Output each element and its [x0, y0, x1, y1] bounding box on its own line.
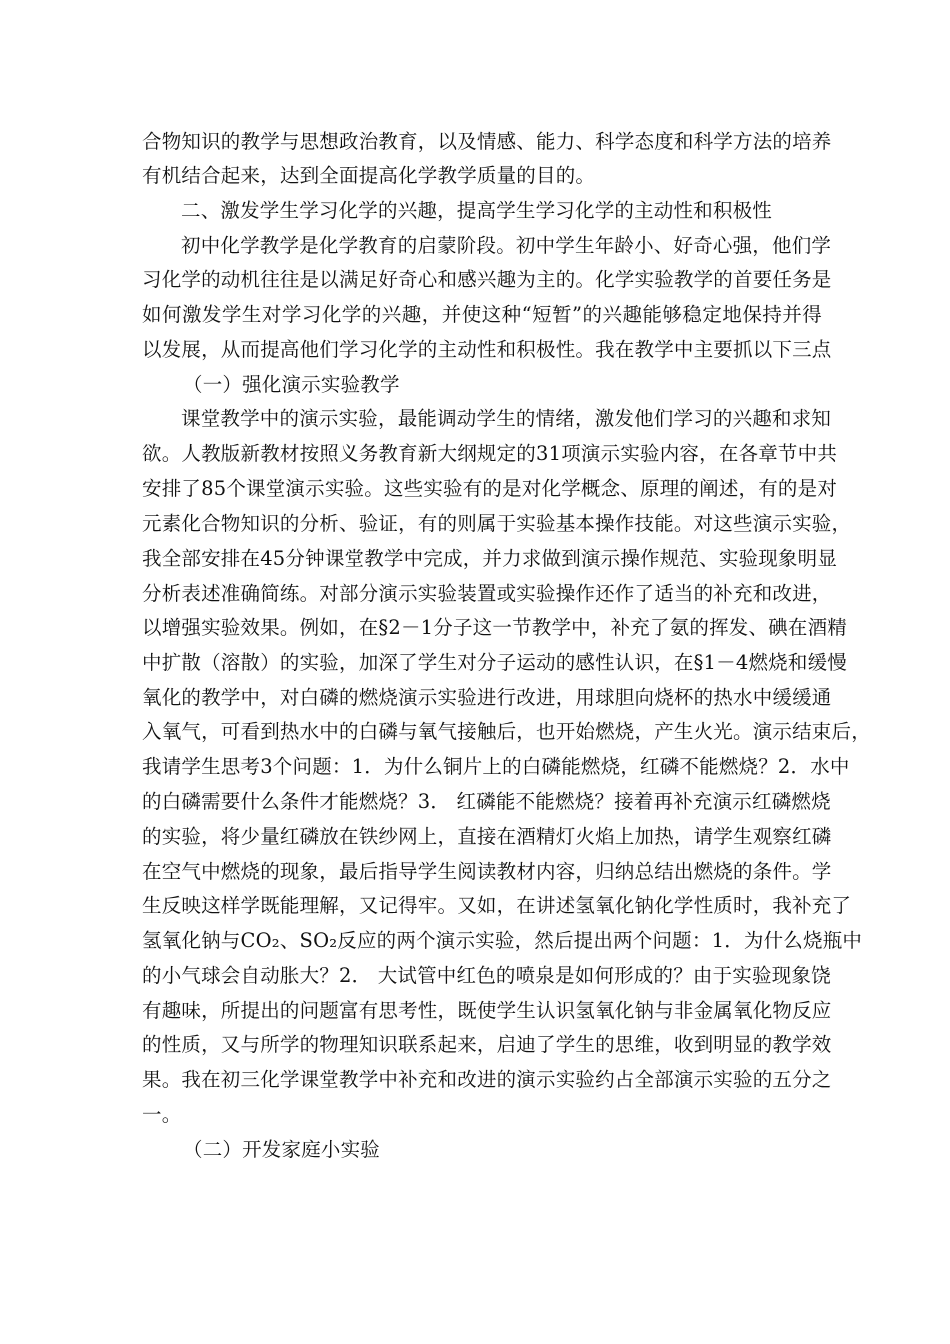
subsection-heading: （一）强化演示实验教学: [183, 373, 400, 396]
body-line: 欲。人教版新教材按照义务教育新大纲规定的31项演示实验内容，在各章节中共: [142, 442, 838, 465]
body-line: 初中化学教学是化学教育的启蒙阶段。初中学生年龄小、好奇心强，他们学: [181, 234, 832, 257]
body-line: 合物知识的教学与思想政治教育，以及情感、能力、科学态度和科学方法的培养: [142, 130, 832, 153]
section-heading: 二、激发学生学习化学的兴趣，提高学生学习化学的主动性和积极性: [181, 199, 773, 222]
body-line: 如何激发学生对学习化学的兴趣，并使这种“短暂”的兴趣能够稳定地保持并得: [142, 303, 822, 326]
body-line: 有趣味，所提出的问题富有思考性，既使学生认识氢氧化钠与非金属氧化物反应: [142, 999, 832, 1022]
body-line: 元素化合物知识的分析、验证，有的则属于实验基本操作技能。对这些演示实验，: [142, 512, 852, 535]
body-line: 在空气中燃烧的现象，最后指导学生阅读教材内容，归纳总结出燃烧的条件。学: [142, 860, 832, 883]
body-line: 氢氧化钠与CO₂、SO₂反应的两个演示实验，然后提出两个问题：1．为什么烧瓶中: [142, 929, 863, 952]
body-line: 中扩散（溶散）的实验，加深了学生对分子运动的感性认识，在§1－4燃烧和缓慢: [142, 651, 847, 674]
body-line: 的实验，将少量红磷放在铁纱网上，直接在酒精灯火焰上加热，请学生观察红磷: [142, 825, 832, 848]
body-line: 课堂教学中的演示实验，最能调动学生的情绪，激发他们学习的兴趣和求知: [181, 407, 832, 430]
body-line: 氧化的教学中，对白磷的燃烧演示实验进行改进，用球胆向烧杯的热水中缓缓通: [142, 686, 832, 709]
body-line: 果。我在初三化学课堂教学中补充和改进的演示实验约占全部演示实验的五分之: [142, 1068, 832, 1091]
body-line: 以增强实验效果。例如，在§2－1分子这一节教学中，补充了氨的挥发、碘在酒精: [142, 616, 847, 639]
body-line: 我全部安排在45分钟课堂教学中完成，并力求做到演示操作规范、实验现象明显: [142, 547, 838, 570]
body-line: 习化学的动机往往是以满足好奇心和感兴趣为主的。化学实验教学的首要任务是: [142, 268, 832, 291]
body-line: 的小气球会自动胀大？2． 大试管中红色的喷泉是如何形成的？由于实验现象饶: [142, 964, 831, 987]
body-line: 安排了85个课堂演示实验。这些实验有的是对化学概念、原理的阐述，有的是对: [142, 477, 838, 500]
body-line: 生反映这样学既能理解，又记得牢。又如，在讲述氢氧化钠化学性质时，我补充了: [142, 894, 852, 917]
body-line: 分析表述准确简练。对部分演示实验装置或实验操作还作了适当的补充和改进，: [142, 582, 832, 605]
body-line: 一。: [142, 1103, 182, 1126]
subsection-heading: （二）开发家庭小实验: [183, 1138, 381, 1161]
body-line: 我请学生思考3个问题：1．为什么铜片上的白磷能燃烧，红磷不能燃烧？2．水中: [142, 755, 850, 778]
body-line: 有机结合起来，达到全面提高化学教学质量的目的。: [142, 164, 596, 187]
body-line: 的白磷需要什么条件才能燃烧？3． 红磷能不能燃烧？接着再补充演示红磷燃烧: [142, 790, 831, 813]
body-line: 入氧气，可看到热水中的白磷与氧气接触后，也开始燃烧，产生火光。演示结束后，: [142, 720, 871, 743]
body-line: 以发展，从而提高他们学习化学的主动性和积极性。我在教学中主要抓以下三点: [142, 338, 832, 361]
body-line: 的性质，又与所学的物理知识联系起来，启迪了学生的思维，收到明显的教学效: [142, 1033, 832, 1056]
